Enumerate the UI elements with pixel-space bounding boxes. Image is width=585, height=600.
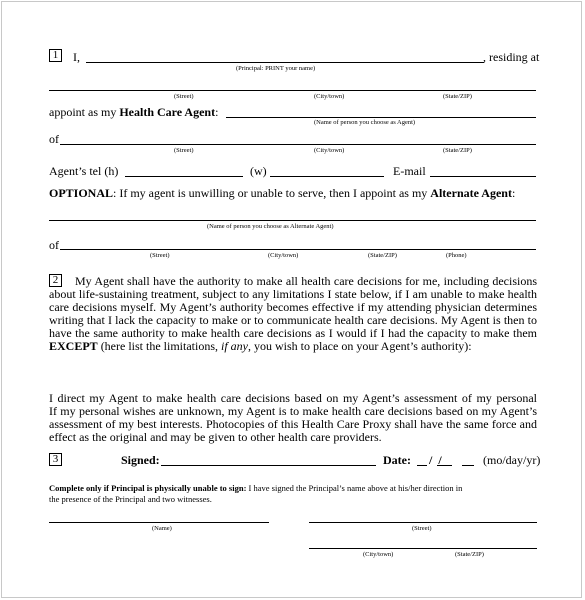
alternate-name-field[interactable] xyxy=(49,220,536,221)
signer-name-field[interactable] xyxy=(49,522,269,523)
health-care-agent-label: Health Care Agent xyxy=(119,105,216,119)
direction-line: assessment of my best interests. Photocopies of this Health Care Proxy shall have the same force and xyxy=(49,418,537,431)
authority-line: have the same authority to make health care decisions as I would if I had the capacity to make them xyxy=(49,327,537,340)
signer-street-field[interactable] xyxy=(309,522,537,523)
complete-instruction xyxy=(49,483,539,494)
street-caption: (Street) xyxy=(174,93,194,100)
complete-instruction-bold: Complete only if Principal is physically unable to sign: xyxy=(49,483,247,493)
signer-name-caption: (Name) xyxy=(152,525,172,532)
principal-name-field[interactable] xyxy=(86,62,484,63)
signed-label: Signed: xyxy=(121,453,160,467)
alternate-colon: : xyxy=(511,186,516,200)
direction-line: If my personal wishes are unknown, my Agent is to make health care decisions based on my Agent’s xyxy=(49,405,537,418)
agent-street-caption: (Street) xyxy=(174,147,194,154)
principal-address-field[interactable] xyxy=(49,90,536,91)
agent-name-field[interactable] xyxy=(226,117,536,118)
authority-line: My Agent shall have the authority to make all health care decisions for me, including decisions xyxy=(75,275,537,288)
alternate-agent-label: Alternate Agent xyxy=(430,186,512,200)
of-label: of xyxy=(49,132,59,146)
section-number-box: 3 xyxy=(49,453,62,466)
agent-address-field[interactable] xyxy=(60,144,536,145)
alt-citytown-caption: (City/town) xyxy=(268,252,299,259)
alt-of-label: of xyxy=(49,238,59,252)
except-line xyxy=(49,340,537,353)
date-format-label: (mo/day/yr) xyxy=(483,453,541,467)
i-label: I, xyxy=(73,50,80,64)
direction-line: effect as the original and may be given to other health care providers. xyxy=(49,431,382,444)
optional-text xyxy=(49,186,537,200)
appoint-label: appoint as my xyxy=(49,105,117,119)
date-month-field[interactable] xyxy=(417,465,427,466)
alt-phone-caption: (Phone) xyxy=(446,252,467,259)
authority-paragraph xyxy=(49,275,537,353)
appoint-text xyxy=(49,105,218,119)
direction-paragraph xyxy=(49,392,537,444)
authority-line: care decisions myself. My Agent’s authority becomes effective if my attending physician determines xyxy=(49,301,537,314)
alternate-name-caption: (Name of person you choose as Alternate Agent) xyxy=(207,223,334,230)
authority-line: about life-sustaining treatment, subject to any limitations I state below, if I am unable to make health xyxy=(49,288,537,301)
agent-name-caption: (Name of person you choose as Agent) xyxy=(314,119,416,126)
agent-citytown-caption: (City/town) xyxy=(314,147,345,154)
date-year-field[interactable] xyxy=(462,465,474,466)
agent-tel-work-field[interactable] xyxy=(270,176,384,177)
agent-tel-home-field[interactable] xyxy=(125,176,243,177)
statezip-caption: (State/ZIP) xyxy=(443,93,472,100)
except-text: , you wish to place on your Agent’s authority): xyxy=(248,340,472,353)
signer-city-state-field[interactable] xyxy=(309,548,537,549)
complete-instruction-line2: the presence of the Principal and two witnesses. xyxy=(49,494,212,504)
authority-line: writing that I lack the capacity to make or to communicate health care decisions. My Agent is then to xyxy=(49,314,537,327)
optional-label: OPTIONAL xyxy=(49,186,114,200)
tel-work-label: (w) xyxy=(250,164,267,178)
agent-tel-label: Agent’s tel (h) xyxy=(49,164,119,178)
alt-street-caption: (Street) xyxy=(150,252,170,259)
agent-statezip-caption: (State/ZIP) xyxy=(443,147,472,154)
signer-street-caption: (Street) xyxy=(412,525,432,532)
signature-field[interactable] xyxy=(161,465,376,466)
citytown-caption: (City/town) xyxy=(314,93,345,100)
complete-instruction-text: I have signed the Principal’s name above at his/her direction in xyxy=(246,483,463,493)
if-any-text: if any xyxy=(221,340,248,353)
agent-email-field[interactable] xyxy=(430,176,536,177)
signer-citytown-caption: (City/town) xyxy=(363,551,394,558)
residing-at-label: , residing at xyxy=(483,50,540,64)
email-label: E-mail xyxy=(393,164,426,178)
principal-caption: (Principal: PRINT your name) xyxy=(236,65,316,72)
document-page xyxy=(1,1,582,598)
except-label: EXCEPT xyxy=(49,340,98,353)
section-number-box: 1 xyxy=(49,49,62,62)
agent-colon: : xyxy=(215,105,219,119)
direction-line: I direct my Agent to make health care decisions based on my Agent’s assessment of my personal xyxy=(49,392,537,405)
except-text: (here list the limitations, xyxy=(97,340,221,353)
alternate-address-field[interactable] xyxy=(60,249,536,250)
date-slashes: / / xyxy=(429,453,442,467)
optional-body: : If my agent is unwilling or unable to serve, then I appoint as my xyxy=(113,186,428,200)
signer-statezip-caption: (State/ZIP) xyxy=(455,551,484,558)
section-number-box: 2 xyxy=(49,274,62,287)
alt-statezip-caption: (State/ZIP) xyxy=(368,252,397,259)
date-label: Date: xyxy=(383,453,411,467)
